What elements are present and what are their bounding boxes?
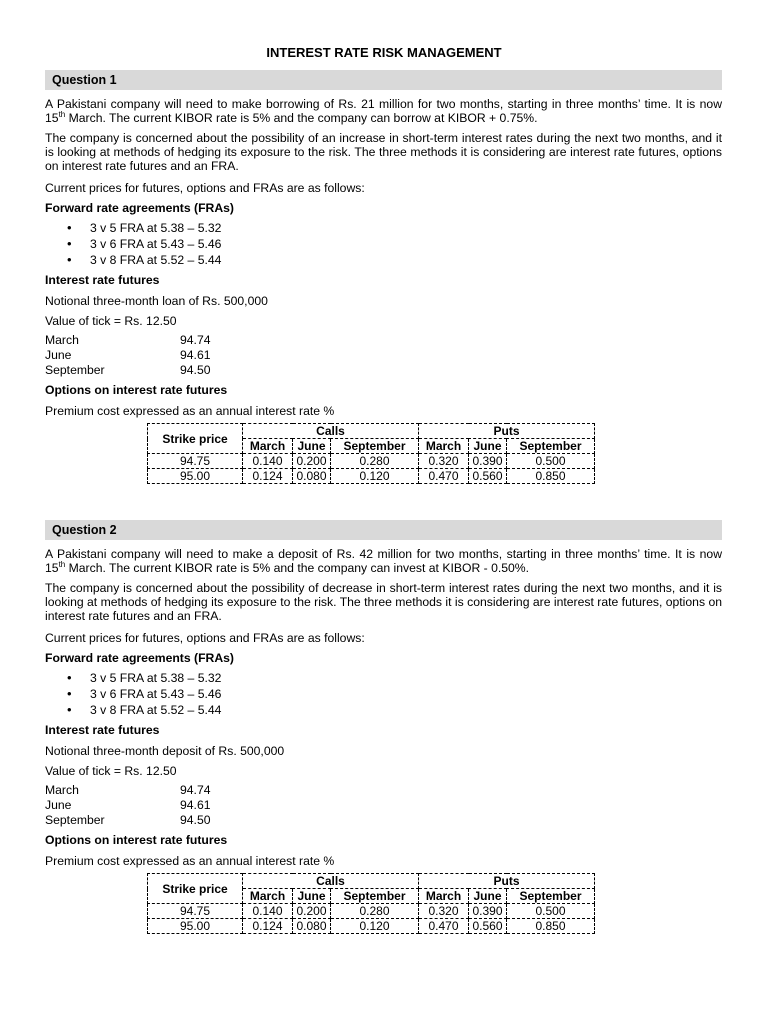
futures-month: September: [45, 813, 105, 827]
q2-premium-note: Premium cost expressed as an annual interest rate %: [45, 854, 335, 868]
puts-header: Puts: [419, 874, 595, 889]
month-header: March: [243, 439, 293, 454]
call-cell: 0.080: [293, 469, 331, 484]
q1-fra-item: • 3 v 8 FRA at 5.52 – 5.44: [67, 253, 221, 269]
month-header: June: [293, 439, 331, 454]
month-header: June: [469, 439, 507, 454]
q1-options-table: [147, 423, 595, 484]
q1-options-heading: Options on interest rate futures: [45, 383, 228, 397]
call-cell: 0.120: [331, 469, 419, 484]
q2-notional: Notional three-month deposit of Rs. 500,000: [45, 744, 285, 758]
q1-fra-item: • 3 v 5 FRA at 5.38 – 5.32: [67, 221, 221, 237]
call-cell: 0.080: [293, 919, 331, 934]
put-cell: 0.500: [507, 904, 595, 919]
put-cell: 0.560: [469, 919, 507, 934]
put-cell: 0.470: [419, 469, 469, 484]
puts-header: Puts: [419, 424, 595, 439]
call-cell: 0.140: [243, 454, 293, 469]
futures-month: September: [45, 363, 105, 377]
q2-options-heading: Options on interest rate futures: [45, 833, 228, 847]
q2-paragraph-1-line-1: A Pakistani company will need to make a deposit of Rs. 42 million for two months, starting in three months’ time. It is now: [45, 547, 722, 561]
q1-fra-list: [67, 221, 221, 269]
q2-fra-item: • 3 v 8 FRA at 5.52 – 5.44: [67, 703, 221, 719]
month-header: September: [331, 439, 419, 454]
call-cell: 0.120: [331, 919, 419, 934]
q2-paragraph-2: The company is concerned about the possibility of decrease in short-term interest rates during the next two months, and it is looking at methods of hedging its exposure to the risk. The three methods it is considering are interest rate futures, options on interest rate futures and an FRA.: [45, 581, 722, 623]
question-1-heading-bar: [45, 70, 722, 90]
q1-date-day: 15: [45, 111, 59, 125]
futures-price: 94.74: [180, 333, 211, 347]
call-cell: 0.200: [293, 454, 331, 469]
q2-paragraph-1-line-2: March. The current KIBOR rate is 5% and the company can invest at KIBOR - 0.50%.: [65, 561, 530, 575]
futures-month: June: [45, 798, 72, 812]
q2-date-suffix: th: [58, 559, 66, 569]
q1-paragraph-1-line-2: March. The current KIBOR rate is 5% and the company can borrow at KIBOR + 0.75%.: [65, 111, 538, 125]
q1-paragraph-2: The company is concerned about the possibility of an increase in short-term interest rates during the next two months, and it is looking at methods of hedging its exposure to the risk. The three methods it is considering are interest rate futures, options on interest rate futures and an FRA.: [45, 131, 722, 173]
call-cell: 0.280: [331, 904, 419, 919]
calls-header: Calls: [243, 874, 419, 889]
put-cell: 0.500: [507, 454, 595, 469]
month-header: June: [469, 889, 507, 904]
q2-fra-heading: Forward rate agreements (FRAs): [45, 651, 234, 665]
q1-tick-value: Value of tick = Rs. 12.50: [45, 314, 177, 328]
q2-fra-item: • 3 v 6 FRA at 5.43 – 5.46: [67, 687, 221, 703]
q1-fra-item: • 3 v 6 FRA at 5.43 – 5.46: [67, 237, 221, 253]
question-1-heading: Question 1: [52, 73, 117, 87]
futures-row: [45, 813, 245, 828]
month-header: June: [293, 889, 331, 904]
calls-header: Calls: [243, 424, 419, 439]
put-cell: 0.470: [419, 919, 469, 934]
q1-paragraph-3: Current prices for futures, options and FRAs are as follows:: [45, 181, 365, 195]
call-cell: 0.200: [293, 904, 331, 919]
month-header: March: [419, 439, 469, 454]
table-header-row: [148, 874, 595, 889]
call-cell: 0.140: [243, 904, 293, 919]
q2-futures-heading: Interest rate futures: [45, 723, 160, 737]
q2-paragraph-1: [45, 547, 722, 575]
call-cell: 0.124: [243, 919, 293, 934]
futures-month: March: [45, 783, 79, 797]
q1-fra-heading: Forward rate agreements (FRAs): [45, 201, 234, 215]
futures-row: [45, 363, 245, 378]
futures-row: [45, 783, 245, 798]
month-header: September: [507, 889, 595, 904]
q1-premium-note: Premium cost expressed as an annual interest rate %: [45, 404, 335, 418]
strike-cell: 95.00: [148, 469, 243, 484]
futures-row: [45, 798, 245, 813]
strike-cell: 94.75: [148, 454, 243, 469]
futures-price: 94.74: [180, 783, 211, 797]
put-cell: 0.850: [507, 919, 595, 934]
question-2-heading-bar: [45, 520, 722, 540]
strike-cell: 94.75: [148, 904, 243, 919]
put-cell: 0.390: [469, 454, 507, 469]
strike-price-header: Strike price: [148, 424, 243, 454]
put-cell: 0.560: [469, 469, 507, 484]
table-header-row: [148, 424, 595, 439]
futures-price: 94.50: [180, 813, 211, 827]
q2-futures-prices: [45, 783, 245, 828]
put-cell: 0.390: [469, 904, 507, 919]
futures-row: [45, 333, 245, 348]
futures-row: [45, 348, 245, 363]
q2-fra-list: [67, 671, 221, 719]
q2-paragraph-3: Current prices for futures, options and FRAs are as follows:: [45, 631, 365, 645]
q2-fra-item: • 3 v 5 FRA at 5.38 – 5.32: [67, 671, 221, 687]
q1-futures-prices: [45, 333, 245, 378]
q1-notional: Notional three-month loan of Rs. 500,000: [45, 294, 268, 308]
q2-tick-value: Value of tick = Rs. 12.50: [45, 764, 177, 778]
futures-price: 94.61: [180, 348, 211, 362]
month-header: September: [331, 889, 419, 904]
strike-cell: 95.00: [148, 919, 243, 934]
strike-price-header: Strike price: [148, 874, 243, 904]
page-title: INTEREST RATE RISK MANAGEMENT: [266, 45, 502, 60]
month-header: March: [419, 889, 469, 904]
futures-month: March: [45, 333, 79, 347]
futures-month: June: [45, 348, 72, 362]
month-header: September: [507, 439, 595, 454]
q1-date-suffix: th: [58, 109, 66, 119]
q2-date-day: 15: [45, 561, 59, 575]
call-cell: 0.280: [331, 454, 419, 469]
table-row: [148, 904, 595, 919]
q1-paragraph-1-line-1: A Pakistani company will need to make borrowing of Rs. 21 million for two months, starting in three months’ time. It is now: [45, 97, 722, 111]
futures-price: 94.50: [180, 363, 211, 377]
q1-futures-heading: Interest rate futures: [45, 273, 160, 287]
table-row: [148, 454, 595, 469]
put-cell: 0.850: [507, 469, 595, 484]
futures-price: 94.61: [180, 798, 211, 812]
call-cell: 0.124: [243, 469, 293, 484]
month-header: March: [243, 889, 293, 904]
q1-paragraph-1: [45, 97, 722, 125]
question-2-heading: Question 2: [52, 523, 117, 537]
put-cell: 0.320: [419, 454, 469, 469]
table-row: [148, 469, 595, 484]
q2-options-table: [147, 873, 595, 934]
put-cell: 0.320: [419, 904, 469, 919]
table-row: [148, 919, 595, 934]
